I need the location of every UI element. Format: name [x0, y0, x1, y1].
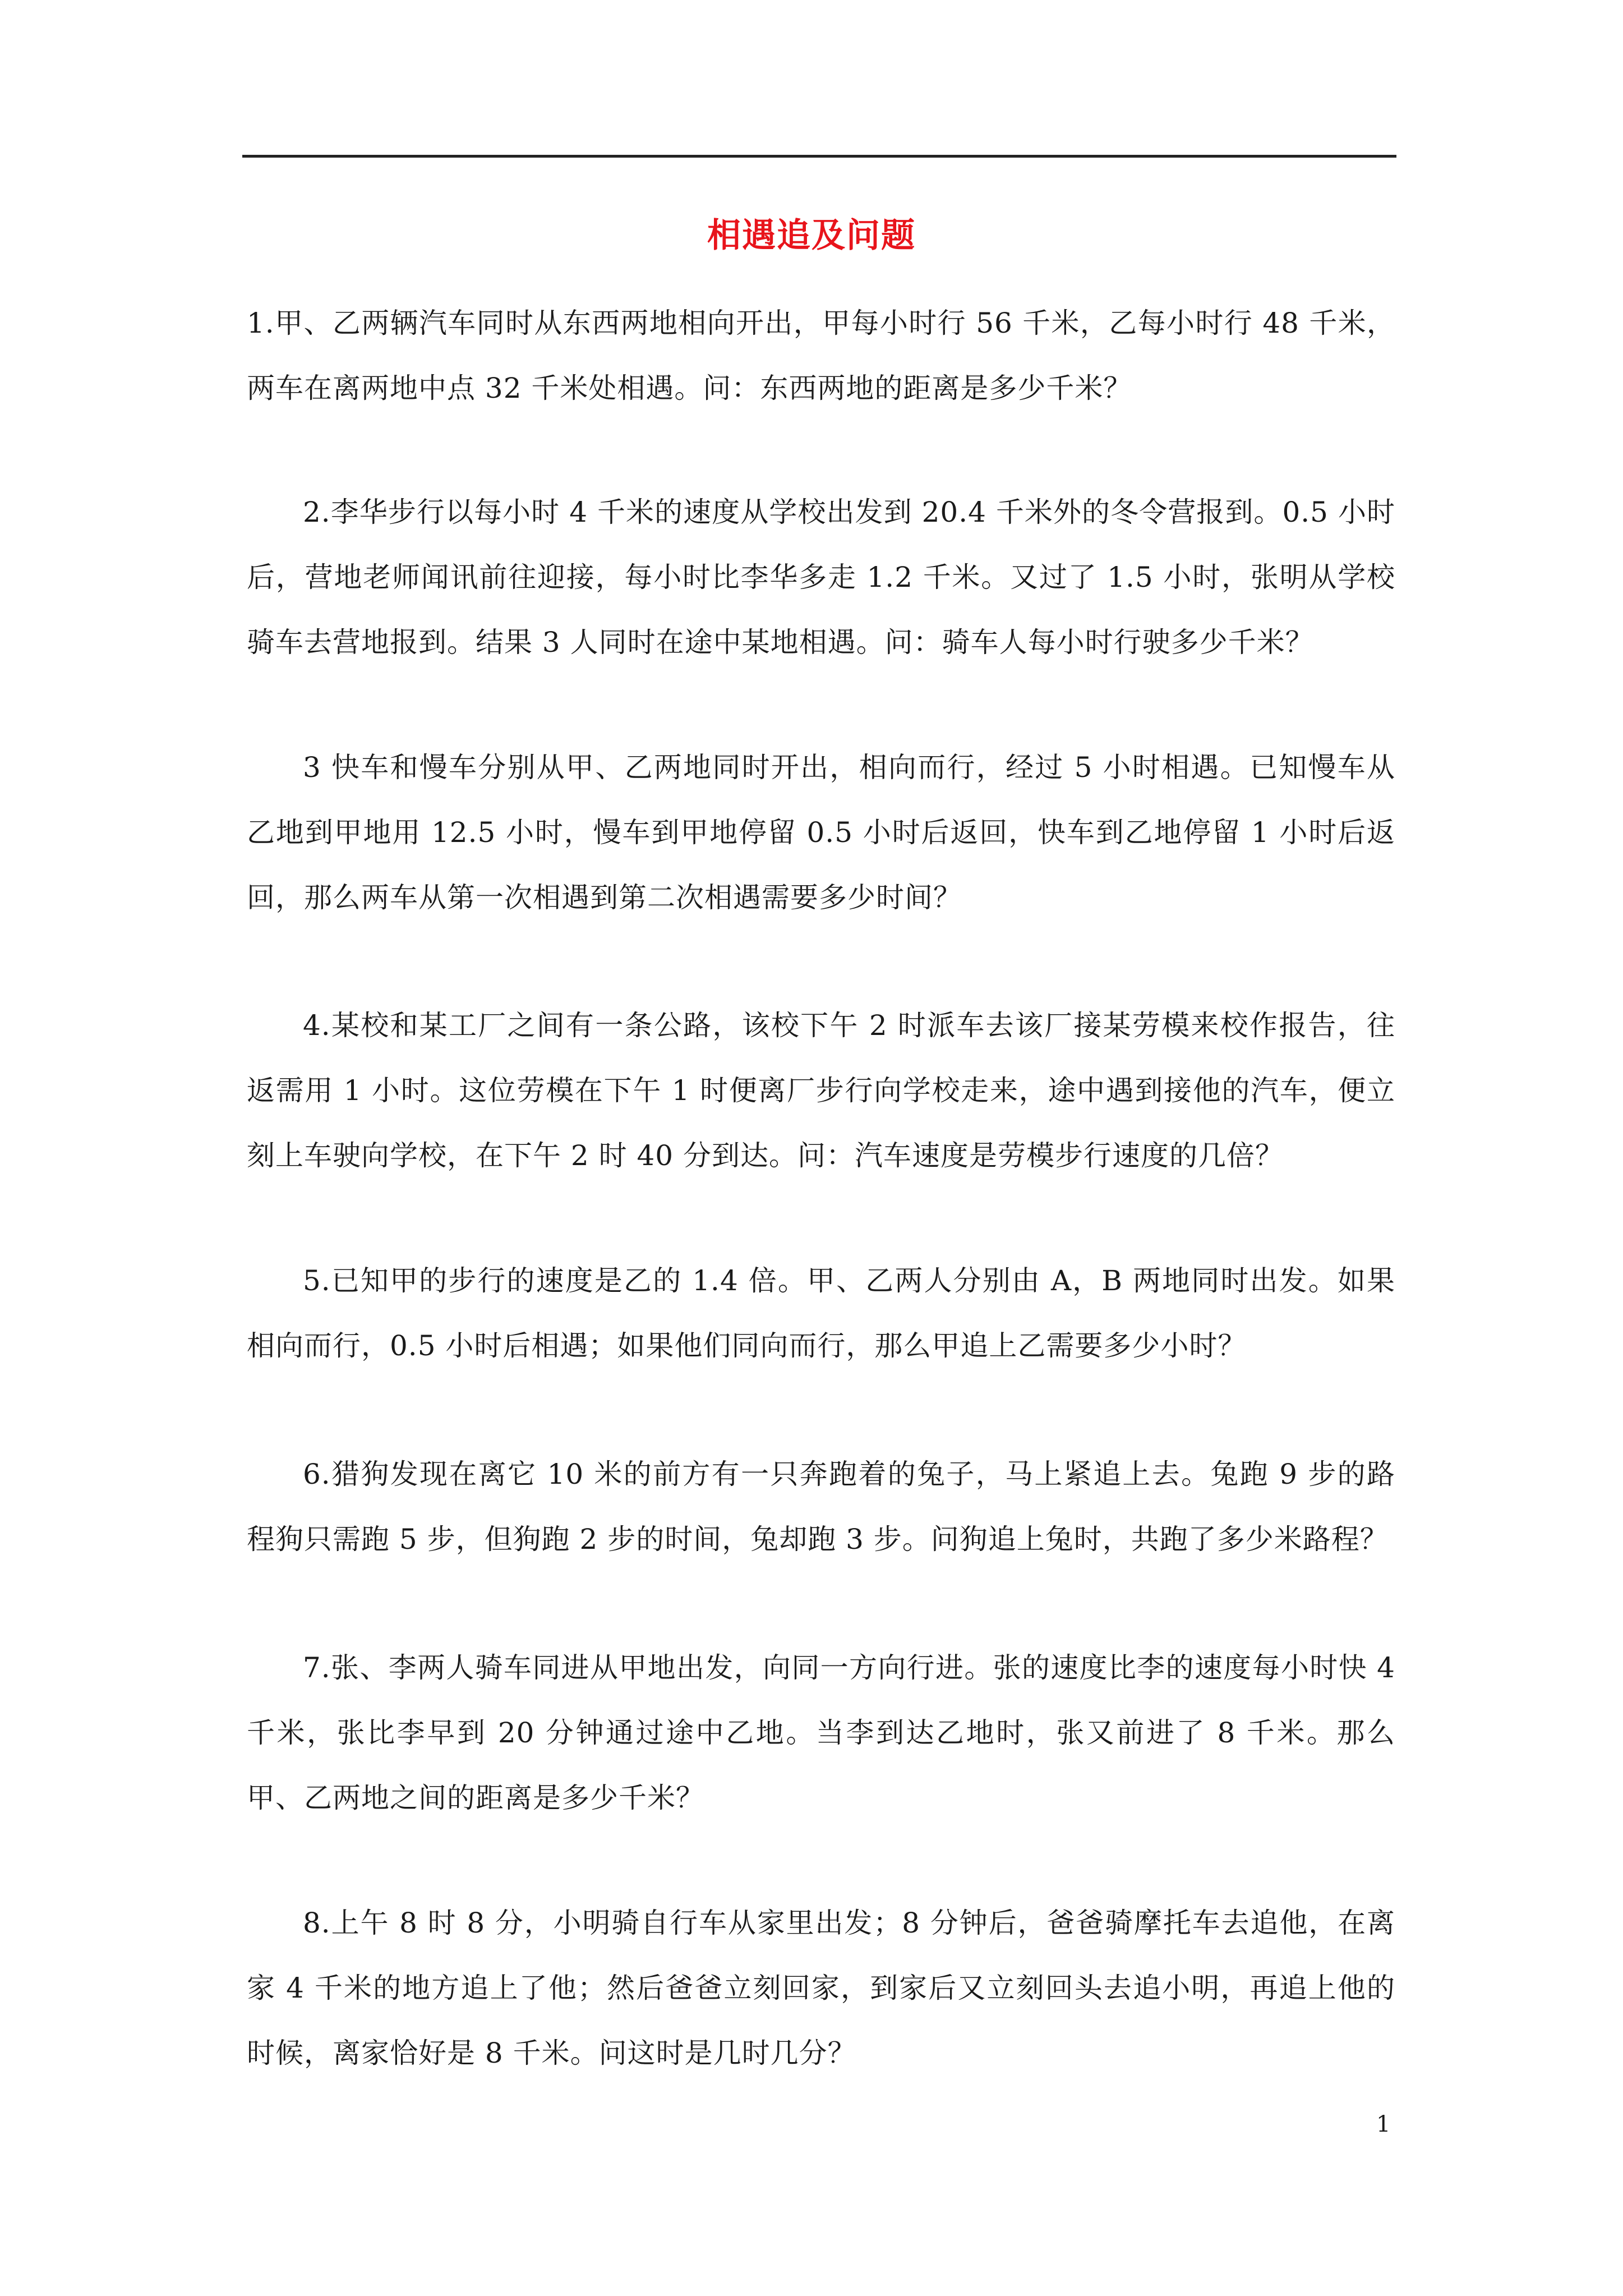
problem-1: 1.甲、乙两辆汽车同时从东西两地相向开出，甲每小时行 56 千米，乙每小时行 48 千米，两车在离两地中点 32 千米处相遇。问：东西两地的距离是多少千米？	[247, 307, 1395, 404]
problem-5: 5.已知甲的步行的速度是乙的 1.4 倍。甲、乙两人分别由 A，B 两地同时出发。如果相向而行，0.5 小时后相遇；如果他们同向而行，那么甲追上乙需要多少小时？	[247, 1264, 1395, 1362]
problem-6: 6.猎狗发现在离它 10 米的前方有一只奔跑着的兔子，马上紧追上去。兔跑 9 步的路程狗只需跑 5 步，但狗跑 2 步的时间，兔却跑 3 步。问狗追上兔时，共跑了多少米路程？	[247, 1458, 1395, 1556]
problem-2: 2.李华步行以每小时 4 千米的速度从学校出发到 20.4 千米外的冬令营报到。0.5 小时后，营地老师闻讯前往迎接，每小时比李华多走 1.2 千米。又过了 1.5 小时，张明从学校骑车去营地报到。结果 3 人同时在途中某地相遇。问：骑车人每小时行驶多少千米？	[247, 496, 1395, 659]
problem-3: 3 快车和慢车分别从甲、乙两地同时开出，相向而行，经过 5 小时相遇。已知慢车从乙地到甲地用 12.5 小时，慢车到甲地停留 0.5 小时后返回，快车到乙地停留 1 小时后返回，那么两车从第一次相遇到第二次相遇需要多少时间？	[247, 751, 1395, 914]
document-title: 相遇追及问题	[707, 216, 916, 255]
problem-8: 8.上午 8 时 8 分，小明骑自行车从家里出发；8 分钟后，爸爸骑摩托车去追他，在离家 4 千米的地方追上了他；然后爸爸立刻回家，到家后又立刻回头去追小明，再追上他的时候，离家恰好是 8 千米。问这时是几时几分？	[247, 1907, 1395, 2069]
page-number: 1	[1376, 2111, 1391, 2137]
problem-4: 4.某校和某工厂之间有一条公路，该校下午 2 时派车去该厂接某劳模来校作报告，往返需用 1 小时。这位劳模在下午 1 时便离厂步行向学校走来，途中遇到接他的汽车，便立刻上车驶向学校，在下午 2 时 40 分到达。问：汽车速度是劳模步行速度的几倍？	[247, 1009, 1395, 1172]
header-rule	[242, 155, 1396, 158]
problem-7: 7.张、李两人骑车同进从甲地出发，向同一方向行进。张的速度比李的速度每小时快 4 千米，张比李早到 20 分钟通过途中乙地。当李到达乙地时，张又前进了 8 千米。那么甲、乙两地之间的距离是多少千米？	[247, 1651, 1395, 1814]
